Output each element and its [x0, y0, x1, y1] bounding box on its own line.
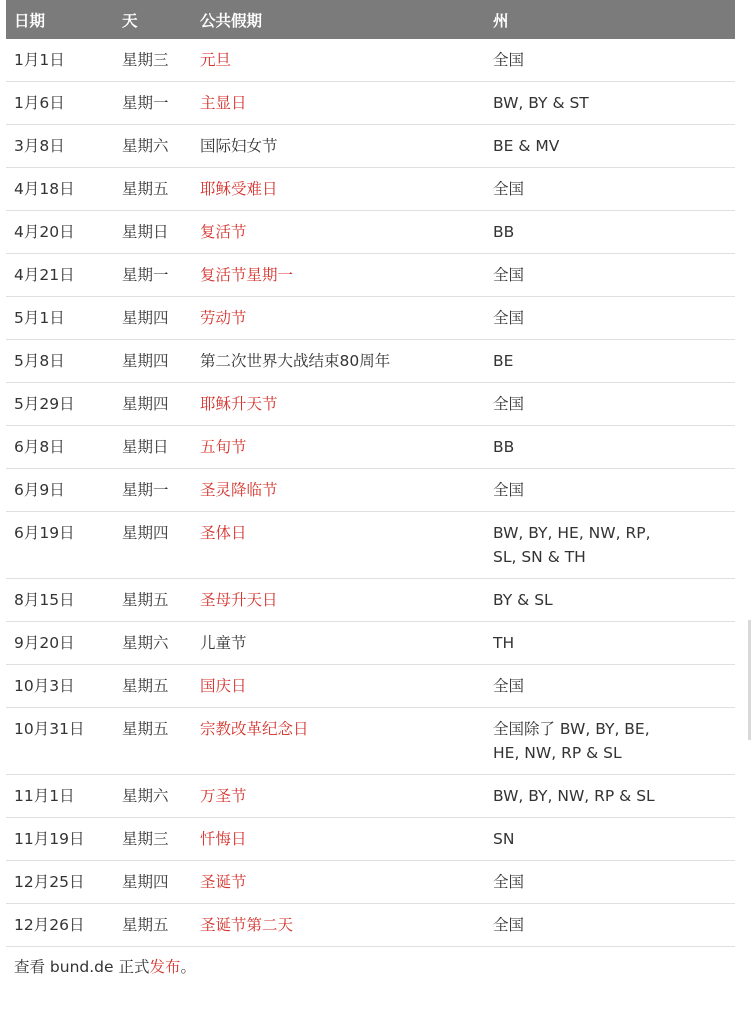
- cell-states: 全国: [485, 469, 735, 512]
- cell-date: 6月9日: [6, 469, 114, 512]
- cell-date: 10月3日: [6, 665, 114, 708]
- header-row: [6, 0, 735, 39]
- cell-day: 星期一: [114, 254, 192, 297]
- table-row: [6, 579, 735, 622]
- cell-date: 9月20日: [6, 622, 114, 665]
- cell-states: 全国: [485, 297, 735, 340]
- cell-states: 全国: [485, 39, 735, 82]
- holiday-table-container: [6, 0, 735, 987]
- cell-day: 星期四: [114, 297, 192, 340]
- cell-states: 全国: [485, 254, 735, 297]
- cell-states: BB: [485, 426, 735, 469]
- cell-date: 4月18日: [6, 168, 114, 211]
- cell-holiday[interactable]: 宗教改革纪念日: [192, 708, 485, 775]
- cell-states: 全国: [485, 168, 735, 211]
- cell-holiday[interactable]: 耶稣受难日: [192, 168, 485, 211]
- cell-date: 5月29日: [6, 383, 114, 426]
- table-row: [6, 340, 735, 383]
- cell-day: 星期五: [114, 904, 192, 947]
- cell-day: 星期四: [114, 861, 192, 904]
- cell-states: BB: [485, 211, 735, 254]
- cell-holiday[interactable]: 圣母升天日: [192, 579, 485, 622]
- cell-date: 8月15日: [6, 579, 114, 622]
- cell-states: SN: [485, 818, 735, 861]
- cell-holiday[interactable]: 元旦: [192, 39, 485, 82]
- cell-day: 星期五: [114, 579, 192, 622]
- cell-holiday[interactable]: 耶稣升天节: [192, 383, 485, 426]
- table-row: [6, 168, 735, 211]
- cell-day: 星期日: [114, 426, 192, 469]
- cell-holiday[interactable]: 圣诞节第二天: [192, 904, 485, 947]
- header-date: 日期: [14, 11, 46, 30]
- table-row: [6, 254, 735, 297]
- cell-date: 5月1日: [6, 297, 114, 340]
- cell-holiday: 国际妇女节: [192, 125, 485, 168]
- cell-holiday[interactable]: 圣灵降临节: [192, 469, 485, 512]
- cell-holiday[interactable]: 五旬节: [192, 426, 485, 469]
- cell-holiday[interactable]: 圣体日: [192, 512, 485, 579]
- cell-day: 星期五: [114, 708, 192, 775]
- table-row: [6, 211, 735, 254]
- cell-date: 4月20日: [6, 211, 114, 254]
- cell-holiday[interactable]: 复活节星期一: [192, 254, 485, 297]
- table-row: [6, 665, 735, 708]
- cell-holiday: 第二次世界大战结束80周年: [192, 340, 485, 383]
- cell-holiday[interactable]: 主显日: [192, 82, 485, 125]
- cell-day: 星期一: [114, 469, 192, 512]
- header-states: 州: [493, 11, 509, 30]
- cell-date: 3月8日: [6, 125, 114, 168]
- cell-holiday: 儿童节: [192, 622, 485, 665]
- cell-states: BW, BY, HE, NW, RP, SL, SN & TH: [485, 512, 735, 579]
- cell-day: 星期五: [114, 665, 192, 708]
- table-row: [6, 383, 735, 426]
- source-note-suffix: 。: [180, 958, 197, 976]
- cell-day: 星期六: [114, 775, 192, 818]
- cell-date: 10月31日: [6, 708, 114, 775]
- cell-states: 全国: [485, 383, 735, 426]
- holiday-table: [6, 0, 735, 947]
- cell-states: 全国: [485, 665, 735, 708]
- source-note: [6, 947, 735, 987]
- cell-date: 1月6日: [6, 82, 114, 125]
- table-row: [6, 125, 735, 168]
- header-day: 天: [122, 11, 138, 30]
- table-body: [6, 39, 735, 947]
- cell-date: 5月8日: [6, 340, 114, 383]
- cell-day: 星期五: [114, 168, 192, 211]
- cell-states: 全国除了 BW, BY, BE, HE, NW, RP & SL: [485, 708, 735, 775]
- cell-date: 1月1日: [6, 39, 114, 82]
- table-header: [6, 0, 735, 39]
- cell-holiday[interactable]: 国庆日: [192, 665, 485, 708]
- cell-day: 星期三: [114, 818, 192, 861]
- cell-date: 12月26日: [6, 904, 114, 947]
- table-row: [6, 818, 735, 861]
- cell-states: BW, BY & ST: [485, 82, 735, 125]
- table-row: [6, 861, 735, 904]
- table-row: [6, 512, 735, 579]
- cell-states: BY & SL: [485, 579, 735, 622]
- cell-states: BE: [485, 340, 735, 383]
- cell-holiday[interactable]: 圣诞节: [192, 861, 485, 904]
- table-row: [6, 469, 735, 512]
- table-row: [6, 39, 735, 82]
- cell-date: 6月19日: [6, 512, 114, 579]
- cell-day: 星期四: [114, 340, 192, 383]
- table-row: [6, 775, 735, 818]
- cell-day: 星期四: [114, 512, 192, 579]
- cell-day: 星期一: [114, 82, 192, 125]
- cell-date: 11月1日: [6, 775, 114, 818]
- table-row: [6, 708, 735, 775]
- cell-date: 12月25日: [6, 861, 114, 904]
- table-row: [6, 622, 735, 665]
- header-holiday: 公共假期: [200, 11, 263, 30]
- cell-day: 星期六: [114, 125, 192, 168]
- cell-day: 星期四: [114, 383, 192, 426]
- table-row: [6, 426, 735, 469]
- source-note-prefix: 查看 bund.de 正式: [14, 958, 150, 976]
- table-row: [6, 82, 735, 125]
- cell-states: 全国: [485, 904, 735, 947]
- cell-day: 星期三: [114, 39, 192, 82]
- cell-holiday[interactable]: 忏悔日: [192, 818, 485, 861]
- cell-date: 4月21日: [6, 254, 114, 297]
- cell-day: 星期六: [114, 622, 192, 665]
- cell-states: BE & MV: [485, 125, 735, 168]
- cell-holiday[interactable]: 劳动节: [192, 297, 485, 340]
- cell-holiday[interactable]: 复活节: [192, 211, 485, 254]
- cell-states: BW, BY, NW, RP & SL: [485, 775, 735, 818]
- cell-holiday[interactable]: 万圣节: [192, 775, 485, 818]
- cell-day: 星期日: [114, 211, 192, 254]
- cell-states: 全国: [485, 861, 735, 904]
- table-row: [6, 297, 735, 340]
- cell-states: TH: [485, 622, 735, 665]
- cell-date: 11月19日: [6, 818, 114, 861]
- publication-link[interactable]: 发布: [149, 958, 181, 976]
- cell-date: 6月8日: [6, 426, 114, 469]
- table-row: [6, 904, 735, 947]
